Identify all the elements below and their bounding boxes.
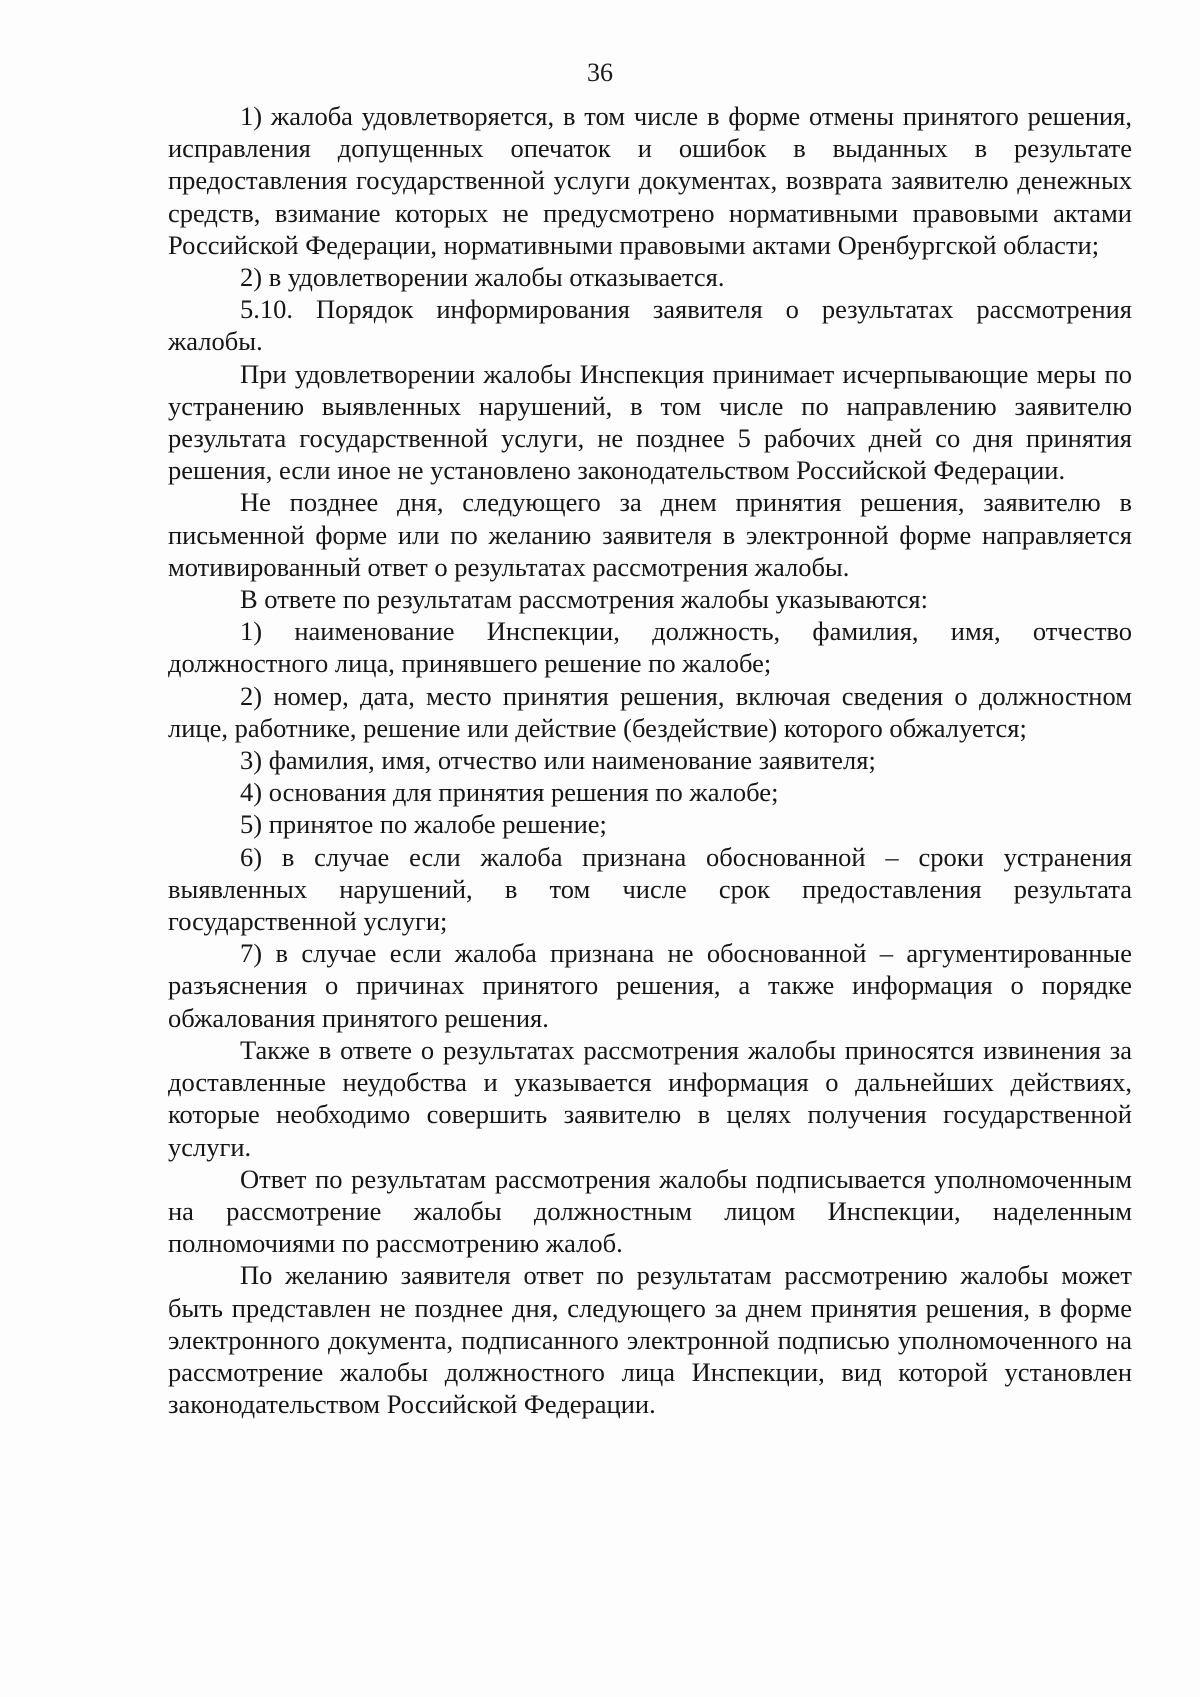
page-number: 36 xyxy=(587,58,613,87)
paragraph-8: 2) номер, дата, место принятия решения, включая сведения о должностном лице, работнике, решение или действие (бездействие) которого обжалуется; xyxy=(168,680,1132,743)
paragraph-16: По желанию заявителя ответ по результатам рассмотрению жалобы может быть представлен не позднее дня, следующего за днем принятия решения, в форме электронного документа, подписанного электронной подписью уполномоченного на рассмотрение жалобы должностного лица Инспекции, вид которой установлен законодательством Российской Федерации. xyxy=(168,1260,1132,1420)
paragraph-4: При удовлетворении жалобы Инспекция принимает исчерпывающие меры по устранению выявленных нарушений, в том числе по направлению заявителю результата государственной услуги, не позднее 5 рабочих дней со дня принятия решения, если иное не установлено законодательством Российской Федерации. xyxy=(168,358,1132,486)
document-body xyxy=(168,100,1132,1420)
paragraph-9: 3) фамилия, имя, отчество или наименование заявителя; xyxy=(240,745,876,776)
paragraph-6: В ответе по результатам рассмотрения жалобы указываются: xyxy=(240,584,928,615)
paragraph-5: Не позднее дня, следующего за днем принятия решения, заявителю в письменной форме или по желанию заявителя в электронной форме направляется мотивированный ответ о результатах рассмотрения жалобы. xyxy=(168,487,1132,582)
paragraph-10: 4) основания для принятия решения по жалобе; xyxy=(240,777,779,808)
paragraph-13: 7) в случае если жалоба признана не обоснованной – аргументированные разъяснения о причинах принятого решения, а также информация о порядке обжалования принятого решения. xyxy=(168,938,1132,1033)
paragraph-2: 2) в удовлетворении жалобы отказывается. xyxy=(240,262,725,293)
paragraph-11: 5) принятое по жалобе решение; xyxy=(240,809,607,840)
paragraph-1: 1) жалоба удовлетворяется, в том числе в форме отмены принятого решения, исправления допущенных опечаток и ошибок в выданных в результате предоставления государственной услуги документах, возврата заявителю денежных средств, взимание которых не предусмотрено нормативными правовыми актами Российской Федерации, нормативными правовыми актами Оренбургской области; xyxy=(168,101,1132,260)
paragraph-15: Ответ по результатам рассмотрения жалобы подписывается уполномоченным на рассмотрение жалобы должностным лицом Инспекции, наделенным полномочиями по рассмотрению жалоб. xyxy=(168,1163,1132,1259)
paragraph-3: 5.10. Порядок информирования заявителя о результатах рассмотрения жалобы. xyxy=(168,294,1132,357)
paragraph-12: 6) в случае если жалоба признана обоснованной – сроки устранения выявленных нарушений, в том числе срок предоставления результата государственной услуги; xyxy=(168,841,1132,937)
paragraph-7: 1) наименование Инспекции, должность, фамилия, имя, отчество должностного лица, принявшего решение по жалобе; xyxy=(168,616,1132,679)
paragraph-14: Также в ответе о результатах рассмотрения жалобы приносятся извинения за доставленные неудобства и указывается информация о дальнейших действиях, которые необходимо совершить заявителю в целях получения государственной услуги. xyxy=(168,1034,1132,1162)
